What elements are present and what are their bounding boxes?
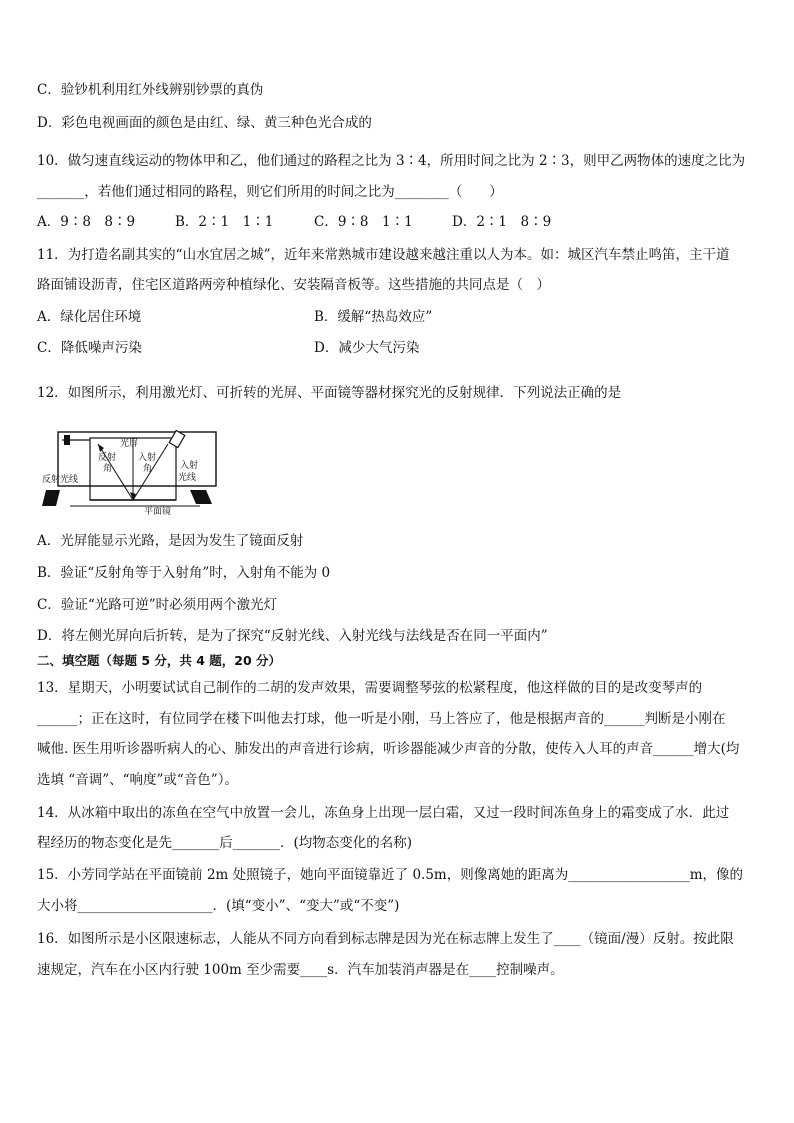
q14-stem-line2: 程经历的物态变化是先_______后_______．(均物态变化的名称) xyxy=(37,835,413,851)
q15-stem-line2: 大小将____________________．(填“变小”、“变大”或“不变”) xyxy=(37,898,400,914)
q13-stem-line3: 喊他. 医生用听诊器听病人的心、肺发出的声音进行诊病，听诊器能减少声音的分散，使传入人耳的声音______增大(均 xyxy=(37,741,740,757)
q10-option-b: B．2∶1 1∶1 xyxy=(175,214,274,230)
label-incident-ray-2: 光线 xyxy=(178,473,197,483)
left-stand xyxy=(42,490,60,506)
q16-stem-line1: 16．如图所示是小区限速标志，人能从不同方向看到标志牌是因为光在标志牌上发生了____（镜面/漫）反射。按此限 xyxy=(37,931,734,947)
q10-option-c: C．9∶8 1∶1 xyxy=(314,214,413,230)
q11-option-d: D．减少大气污染 xyxy=(314,340,420,356)
q12-option-b: B．验证“反射角等于入射角”时，入射角不能为 0 xyxy=(37,565,331,581)
light-reflection-diagram xyxy=(40,430,220,516)
q10-stem-line1: 10．做匀速直线运动的物体甲和乙，他们通过的路程之比为 3∶4，所用时间之比为 2∶3，则甲乙两物体的速度之比为 xyxy=(37,153,746,169)
label-incident-ray-1: 入射 xyxy=(180,461,199,471)
q12-stem: 12．如图所示，利用激光灯、可折转的光屏、平面镜等器材探究光的反射规律．下列说法正确的是 xyxy=(37,385,622,401)
right-stand xyxy=(190,490,212,504)
q12-option-c: C．验证“光路可逆”时必须用两个激光灯 xyxy=(37,597,278,613)
left-clamp xyxy=(64,435,70,445)
q15-stem-line1: 15．小芳同学站在平面镜前 2m 处照镜子，她向平面镜靠近了 0.5m，则像离她的距离为__________________m，像的 xyxy=(37,867,744,883)
label-reflect-angle-1: 反射 xyxy=(98,453,117,463)
q12-option-d: D．将左侧光屏向后折转，是为了探究“反射光线、入射光线与法线是否在同一平面内” xyxy=(37,628,548,644)
q13-stem-line4: 选填 “音调”、“响度”或“音色”）。 xyxy=(37,772,238,788)
q10-option-a: A．9∶8 8∶9 xyxy=(37,214,136,230)
reflected-ray-arrow xyxy=(98,444,104,452)
label-mirror: 平面镜 xyxy=(144,507,172,516)
q10-stem-line2: _______，若他们通过相同的路程，则它们所用的时间之比为________（ ） xyxy=(37,184,503,200)
q11-stem-line2: 路面铺设沥青，住宅区道路两旁种植绿化、安装隔音板等。这些措施的共同点是（ ） xyxy=(37,277,550,293)
q11-option-b: B．缓解“热岛效应” xyxy=(314,309,433,325)
q11-option-c: C．降低噪声污染 xyxy=(37,340,142,356)
label-reflected-ray: 反射光线 xyxy=(42,475,79,485)
q11-stem-line1: 11．为打造名副其实的“山水宜居之城”，近年来常熟城市建设越来越注重以人为本。如：城区汽车禁止鸣笛，主干道 xyxy=(37,247,730,263)
q9-option-d: D．彩色电视画面的颜色是由红、绿、黄三种色光合成的 xyxy=(37,115,372,131)
section-heading-fill-in: 二、填空题（每题 5 分，共 4 题，20 分） xyxy=(37,653,282,668)
q10-option-d: D．2∶1 8∶9 xyxy=(452,214,552,230)
label-incident-angle-2: 角 xyxy=(143,464,153,474)
q12-option-a: A．光屏能显示光路，是因为发生了镜面反射 xyxy=(37,533,304,549)
q14-stem-line1: 14．从冰箱中取出的冻鱼在空气中放置一会儿，冻鱼身上出现一层白霜，又过一段时间冻鱼身上的霜变成了水．此过 xyxy=(37,805,730,821)
label-incident-angle-1: 入射 xyxy=(138,453,157,463)
laser-lamp xyxy=(169,430,185,447)
label-screen: 光屏 xyxy=(120,439,139,449)
q13-stem-line1: 13．星期天，小明要试试自己制作的二胡的发声效果，需要调整琴弦的松紧程度，他这样做的目的是改变琴声的 xyxy=(37,680,703,696)
q16-stem-line2: 速规定，汽车在小区内行驶 100m 至少需要____s．汽车加装消声器是在____控制噪声。 xyxy=(37,962,564,978)
label-reflect-angle-2: 角 xyxy=(103,464,113,474)
q9-option-c: C．验钞机利用红外线辨别钞票的真伪 xyxy=(37,82,264,98)
q13-stem-line2: ______；正在这时，有位同学在楼下叫他去打球，他一听是小刚，马上答应了，他是根据声音的______判断是小刚在 xyxy=(37,711,726,727)
q11-option-a: A．绿化居住环境 xyxy=(37,309,142,325)
